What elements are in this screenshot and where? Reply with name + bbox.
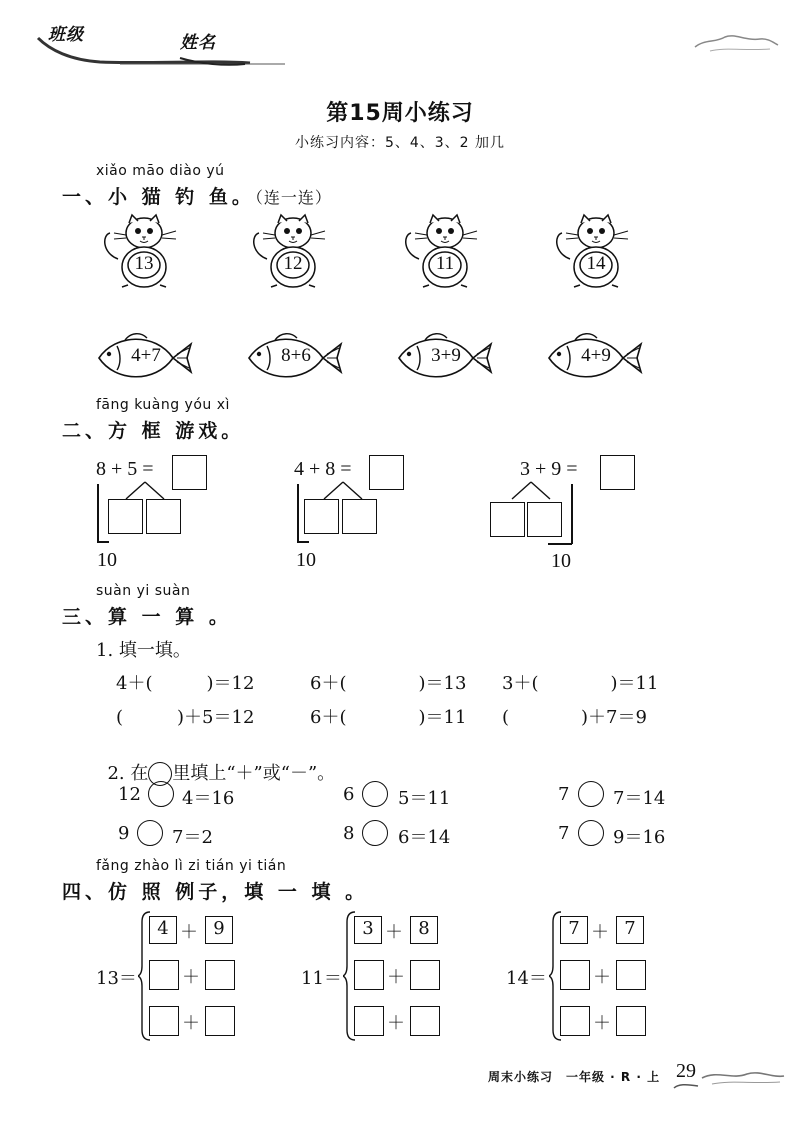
cat-2[interactable] [245,213,335,293]
section1-heading: 一、小 猫 钓 鱼。 [62,186,255,208]
section1-heading-row [62,182,332,209]
problem2-split-box-2[interactable] [342,499,377,534]
fish-expression: 8+6 [281,345,311,366]
problem3-answer-box[interactable] [600,455,635,490]
problem1-answer-box[interactable] [172,455,207,490]
fill-row2-item2[interactable]: 6＋( )＝11 [310,707,467,728]
fill-row1-item1[interactable]: 4＋( )＝12 [116,673,255,694]
group1-example-b: 9 [205,916,233,944]
plus-sign: ＋ [385,922,403,943]
problem2-ten: 10 [296,549,316,571]
group3-box-1b[interactable] [616,960,646,990]
cat-1[interactable] [96,213,186,293]
group2-box-1b[interactable] [410,960,440,990]
circle-row1-op1[interactable] [148,781,174,807]
circle-row1-op2[interactable] [362,781,388,807]
section1-note: （连一连） [254,188,332,207]
fish-2[interactable] [245,330,345,386]
fill-row1-item3[interactable]: 3＋( )＝11 [502,673,659,694]
group3-example-b: 7 [616,916,644,944]
plus-sign: ＋ [182,967,200,988]
cat-3[interactable] [397,213,487,293]
fill-row2-item1[interactable]: ( )＋5＝12 [116,707,255,728]
problem3-ten: 10 [551,550,571,572]
group1-total: 13＝ [96,968,137,989]
circle-row2-b1: 7＝2 [172,827,213,848]
cat-4[interactable] [548,213,638,293]
fish-expression: 4+7 [131,345,161,366]
circle-row1-b2: 5＝11 [398,788,451,809]
circle-row1-b1: 4＝16 [182,788,235,809]
problem2-answer-box[interactable] [369,455,404,490]
mountain-decoration [690,25,780,60]
group2-example-a: 3 [354,916,382,944]
section3-heading: 三、算 一 算 。 [62,606,232,628]
plus-sign: ＋ [593,967,611,988]
circle-row2-op3[interactable] [578,820,604,846]
circle-row1-b3: 7＝14 [613,788,666,809]
part2-title-row [96,738,335,786]
section2-heading: 二、方 框 游戏。 [62,420,245,442]
plus-sign: ＋ [180,922,198,943]
group2-box-1a[interactable] [354,960,384,990]
section2-pinyin: fāng kuàng yóu xì [96,397,230,413]
bracket-line [97,484,99,542]
plus-sign: ＋ [591,922,609,943]
group2-box-2a[interactable] [354,1006,384,1036]
cat-number: 11 [435,253,455,274]
plus-sign: ＋ [593,1013,611,1034]
circle-row2-a3: 7 [558,823,570,844]
group1-box-1a[interactable] [149,960,179,990]
split-lines [506,480,556,500]
cat-number: 13 [134,253,154,274]
fill-row1-item2[interactable]: 6＋( )＝13 [310,673,467,694]
bracket-line [97,541,109,543]
fish-expression: 3+9 [431,345,461,366]
section4-heading: 四、仿 照 例子，填 一 填 。 [62,881,369,903]
group3-example-a: 7 [560,916,588,944]
problem1-expression: 8 + 5 = [96,458,154,480]
footer-brush-decoration [672,1056,787,1096]
plus-sign: ＋ [182,1013,200,1034]
group3-box-2a[interactable] [560,1006,590,1036]
bracket-line [297,484,299,542]
group3-total: 14＝ [506,968,547,989]
part2-title-pre: 2. 在 [107,763,149,784]
circle-row2-op1[interactable] [137,820,163,846]
circle-row1-a1: 12 [118,784,141,805]
section3-pinyin: suàn yi suàn [96,583,191,599]
page-title: 第15周小练习 [326,101,474,126]
group1-box-1b[interactable] [205,960,235,990]
fish-1[interactable] [95,330,195,386]
problem3-expression: 3 + 9 = [520,458,578,480]
footer-text: 周末小练习 一年级 · R · 上 [488,1070,661,1084]
name-label: 姓名 [180,33,216,53]
problem1-ten: 10 [97,549,117,571]
fish-expression: 4+9 [581,345,611,366]
section1-pinyin: xiǎo māo diào yú [96,163,225,179]
bracket-line [571,484,573,544]
part1-title: 1. 填一填。 [96,640,191,661]
problem3-split-box-2[interactable] [527,502,562,537]
split-lines [318,480,368,500]
class-label: 班级 [48,25,84,45]
problem1-split-box-2[interactable] [146,499,181,534]
group2-box-2b[interactable] [410,1006,440,1036]
problem3-split-box-1[interactable] [490,502,525,537]
group1-box-2a[interactable] [149,1006,179,1036]
page-subtitle: 小练习内容：5、4、3、2 加几 [294,135,506,151]
circle-row2-b3: 9＝16 [613,827,666,848]
fish-4[interactable] [545,330,645,386]
bracket-line [297,541,309,543]
circle-row1-a3: 7 [558,784,570,805]
group3-box-1a[interactable] [560,960,590,990]
group1-box-2b[interactable] [205,1006,235,1036]
page-number: 29 [676,1060,696,1082]
circle-row1-a2: 6 [343,784,355,805]
plus-sign: ＋ [387,967,405,988]
split-lines [120,480,170,500]
plus-sign: ＋ [387,1013,405,1034]
group2-example-b: 8 [410,916,438,944]
part2-title-post: 里填上“＋”或“－”。 [172,763,336,784]
cat-number: 14 [586,253,606,274]
fill-row2-item3[interactable]: ( )＋7＝9 [502,707,647,728]
group2-total: 11＝ [301,968,342,989]
problem2-split-box-1[interactable] [304,499,339,534]
group1-example-a: 4 [149,916,177,944]
bracket-line [548,543,572,545]
circle-row2-op2[interactable] [362,820,388,846]
circle-row2-b2: 6＝14 [398,827,451,848]
circle-row2-a1: 9 [118,823,130,844]
group3-box-2b[interactable] [616,1006,646,1036]
fish-3[interactable] [395,330,495,386]
problem1-split-box-1[interactable] [108,499,143,534]
cat-number: 12 [283,253,303,274]
circle-row1-op3[interactable] [578,781,604,807]
circle-row2-a2: 8 [343,823,355,844]
problem2-expression: 4 + 8 = [294,458,352,480]
section4-pinyin: fǎng zhào lì zi tián yi tián [96,858,287,874]
